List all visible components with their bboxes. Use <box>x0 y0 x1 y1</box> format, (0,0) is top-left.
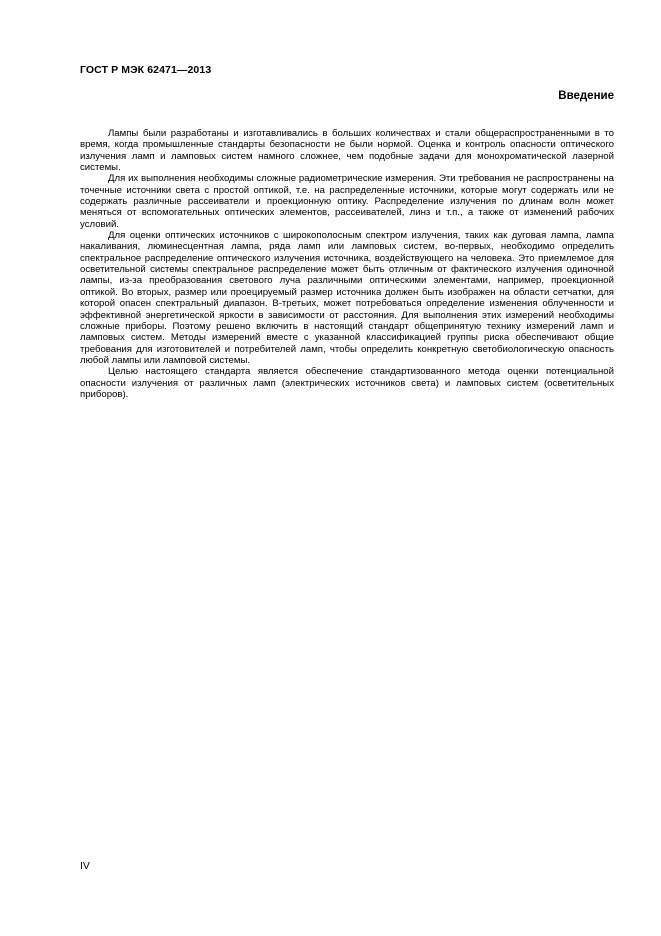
paragraph: Целью настоящего стандарта является обеспечение стандартизованного метода оценки потенциальной опасности излучения от различных ламп (электрических источников света) и ламповых систем (осветительных приборов). <box>80 366 614 400</box>
page-number: IV <box>80 860 90 872</box>
section-title: Введение <box>558 90 614 102</box>
paragraph: Для оценки оптических источников с широкополосным спектром излучения, таких как дуговая лампа, лампа накаливания, люминесцентная лампа, ряда ламп или ламповых систем, во-первых, необходимо определить спектральное распределение оптического излучения источника, воздействующего на человека. Это приемлемое для осветительной системы спектральное распределение может быть отличным от фактического излучения одиночной лампы, из-за преобразования светового луча различными оптическими элементами, например, проекционной оптикой. Во вторых, размер или проецируемый размер источника должен быть изображен на области сетчатки, для которой опасен спектральный диапазон. В-третьих, может потребоваться определение изменения облученности и эффективной энергетической яркости в зависимости от расстояния. Для выполнения этих измерений необходимы сложные приборы. Поэтому решено включить в настоящий стандарт общепринятую технику измерений ламп и ламповых систем. Методы измерений вместе с указанной классификацией группы риска обеспечивают общие требования для изготовителей и потребителей ламп, чтобы определить конкретную светобиологическую опасность любой лампы или ламповой системы. <box>80 230 614 366</box>
document-header: ГОСТ Р МЭК 62471—2013 <box>80 64 212 76</box>
paragraph: Для их выполнения необходимы сложные радиометрические измерения. Эти требования не распространены на точечные источники света с простой оптикой, т.е. на распределенные источники, которые могут содержать или не содержать различные рассеиватели и проекционную оптику. Распределение излучения по длинам волн может меняться от вспомогательных оптических элементов, рассеивателей, линз и т.п., а также от изменений рабочих условий. <box>80 173 614 230</box>
paragraph: Лампы были разработаны и изготавливались в больших количествах и стали общераспространенными в то время, когда промышленные стандарты безопасности не были нормой. Оценка и контроль опасности оптического излучения ламп и ламповых систем намного сложнее, чем подобные задачи для монохроматической лазерной системы. <box>80 128 614 174</box>
body-text <box>80 128 614 400</box>
